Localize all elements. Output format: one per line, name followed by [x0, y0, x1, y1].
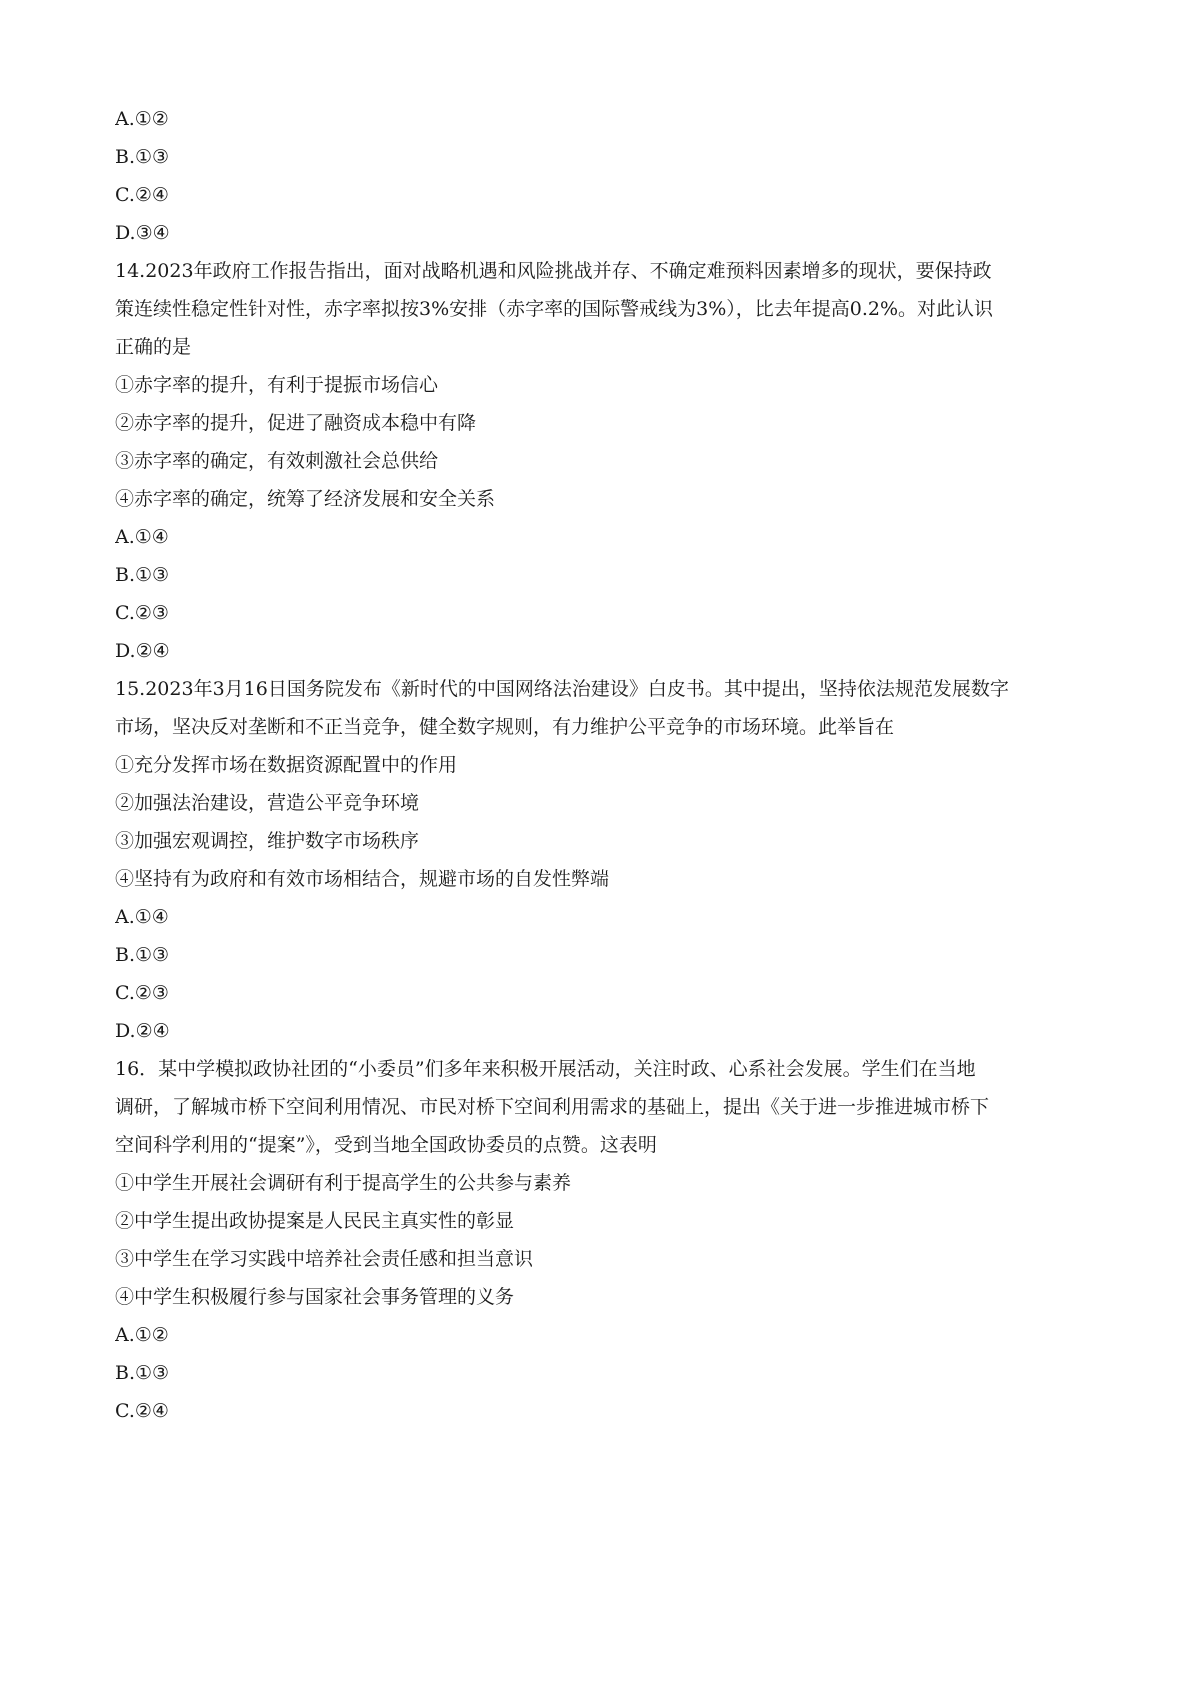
question-14-option-c: C.②③ — [115, 602, 169, 624]
question-14-statement: ③赤字率的确定，有效刺激社会总供给 — [115, 450, 439, 472]
question-15-option-d: D.②④ — [115, 1020, 170, 1042]
question-15-stem: 15.2023年3月16日国务院发布《新时代的中国网络法治建设》白皮书。其中提出，坚持依法规范发展数字 — [115, 678, 1009, 700]
question-16-statement: ②中学生提出政协提案是人民民主真实性的彰显 — [115, 1210, 515, 1232]
question-15-option-a: A.①④ — [115, 906, 169, 928]
question-14-option-d: D.②④ — [115, 640, 170, 662]
question-15-statement: ③加强宏观调控，维护数字市场秩序 — [115, 830, 420, 852]
option-d: D.③④ — [115, 222, 170, 244]
question-14-stem: 正确的是 — [115, 336, 192, 358]
question-15-statement: ④坚持有为政府和有效市场相结合，规避市场的自发性弊端 — [115, 868, 610, 890]
option-b: B.①③ — [115, 146, 170, 168]
question-14-statement: ②赤字率的提升，促进了融资成本稳中有降 — [115, 412, 477, 434]
question-16-stem: 调研，了解城市桥下空间利用情况、市民对桥下空间利用需求的基础上，提出《关于进一步推进城市桥下 — [115, 1096, 990, 1118]
question-15-statement: ①充分发挥市场在数据资源配置中的作用 — [115, 754, 458, 776]
question-16-statement: ①中学生开展社会调研有利于提高学生的公共参与素养 — [115, 1172, 572, 1194]
option-c: C.②④ — [115, 184, 169, 206]
question-16-statement: ③中学生在学习实践中培养社会责任感和担当意识 — [115, 1248, 534, 1270]
question-14-statement: ④赤字率的确定，统筹了经济发展和安全关系 — [115, 488, 496, 510]
question-16-statement: ④中学生积极履行参与国家社会事务管理的义务 — [115, 1286, 515, 1308]
question-14-stem: 策连续性稳定性针对性，赤字率拟按3%安排（赤字率的国际警戒线为3%），比去年提高0.2%。对此认识 — [115, 298, 994, 320]
question-16-option-a: A.①② — [115, 1324, 169, 1346]
question-16-option-b: B.①③ — [115, 1362, 170, 1384]
question-16-option-c: C.②④ — [115, 1400, 169, 1422]
question-14-stem: 14.2023年政府工作报告指出，面对战略机遇和风险挑战并存、不确定难预料因素增多的现状，要保持政 — [115, 260, 992, 282]
question-16-stem: 空间科学利用的“提案”》，受到当地全国政协委员的点赞。这表明 — [115, 1134, 657, 1156]
question-15-statement: ②加强法治建设，营造公平竞争环境 — [115, 792, 420, 814]
question-14-option-a: A.①④ — [115, 526, 169, 548]
question-14-option-b: B.①③ — [115, 564, 170, 586]
question-15-option-c: C.②③ — [115, 982, 169, 1004]
question-15-option-b: B.①③ — [115, 944, 170, 966]
option-a: A.①② — [115, 108, 169, 130]
question-14-statement: ①赤字率的提升，有利于提振市场信心 — [115, 374, 439, 396]
question-15-stem: 市场，坚决反对垄断和不正当竞争，健全数字规则，有力维护公平竞争的市场环境。此举旨在 — [115, 716, 895, 738]
question-16-stem: 16．某中学模拟政协社团的“小委员”们多年来积极开展活动，关注时政、心系社会发展。学生们在当地 — [115, 1058, 976, 1080]
